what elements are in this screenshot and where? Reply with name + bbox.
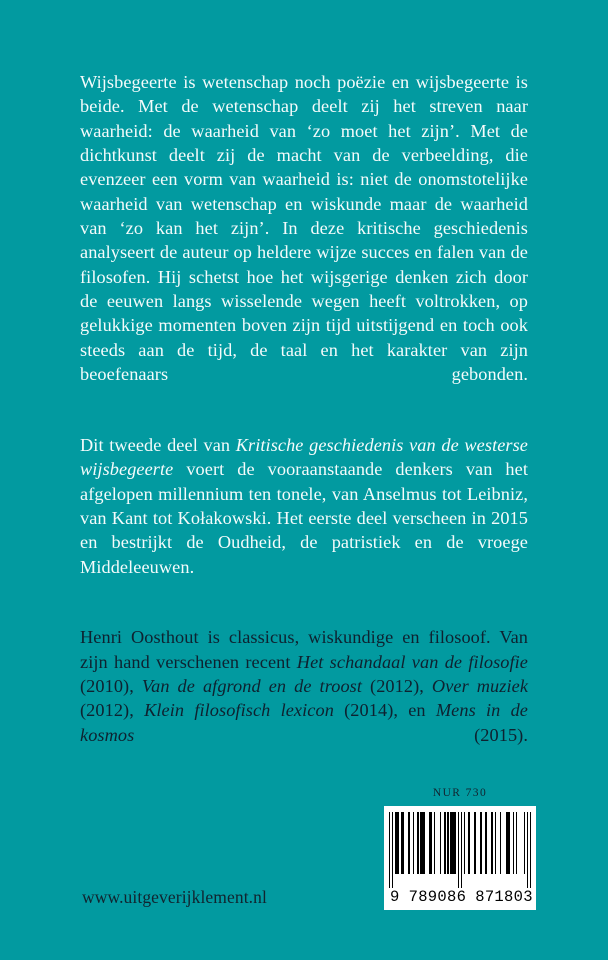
- nur-code-label: NUR 730: [432, 787, 488, 799]
- barcode-bars: [389, 812, 531, 888]
- barcode-right-group: 871803: [475, 888, 533, 906]
- barcode-left-group: 789086: [408, 888, 467, 906]
- italic-title-run: Van de afgrond en de troost: [141, 675, 363, 696]
- publisher-website-url[interactable]: www.uitgeverijklement.nl: [82, 887, 267, 907]
- italic-title-run: Het schandaal van de filosofie: [296, 651, 528, 672]
- text-run: Henri Oosthout is classicus, wiskundige en filosoof. Van zijn hand verschenen recent: [80, 627, 528, 672]
- text-run: voert de vooraanstaande denkers van het afgelopen millennium ten tonele, van Anselmus tot Leibniz, van Kant tot Kołakowski. Het eerste deel verscheen in 2015 en bestrijkt de Oudheid, de patristiek en de vroege Middeleeuwen.: [80, 459, 528, 577]
- text-run: Wijsbegeerte is wetenschap noch poëzie en wijsbegeerte is beide. Met de wetenschap deelt zij het streven naar waarheid: de waarheid van ‘zo moet het zijn’. Met de dichtkunst deelt zij de macht van de verbeelding, die evenzeer een vorm van waarheid is: niet de onomstotelijke waarheid van wetenschap en wiskunde maar de waarheid van ‘zo kan het zijn’. In deze kritische geschiedenis analyseert de auteur op heldere wijze succes en falen van de filosofen. Hij schetst hoe het wijsgerige denken zich door de eeuwen langs wisselende wegen heeft voltrokken, op gelukkige momenten boven zijn tijd uitstijgend en toch ook steeds aan de tijd, de taal en het karakter van zijn beoefenaars gebonden.: [80, 72, 528, 385]
- text-run: (2014), en: [333, 700, 436, 721]
- text-run: Dit tweede deel van: [80, 434, 236, 455]
- text-run: (2012),: [362, 675, 432, 696]
- isbn-barcode-panel: [384, 806, 536, 910]
- text-run: (2012),: [80, 700, 145, 721]
- italic-title-run: Over muziek: [431, 675, 529, 696]
- barcode-digits: [384, 888, 536, 907]
- italic-title-run: Mens in de kosmos: [80, 700, 529, 745]
- blurb-paragraph-3-author-bio: [80, 625, 528, 771]
- italic-title-run: Klein filosofisch lexicon: [144, 700, 334, 721]
- blurb-paragraph-1: [80, 70, 528, 411]
- blurb-paragraph-2: [80, 433, 528, 603]
- barcode-lead-digit: 9: [390, 888, 400, 906]
- barcode-area: [384, 786, 536, 910]
- blurb-text-block: [80, 70, 528, 771]
- text-run: (2015).: [134, 724, 528, 745]
- italic-title-run: Kritische geschiedenis van de westerse wijsbegeerte: [80, 434, 528, 480]
- text-run: (2010),: [80, 675, 142, 696]
